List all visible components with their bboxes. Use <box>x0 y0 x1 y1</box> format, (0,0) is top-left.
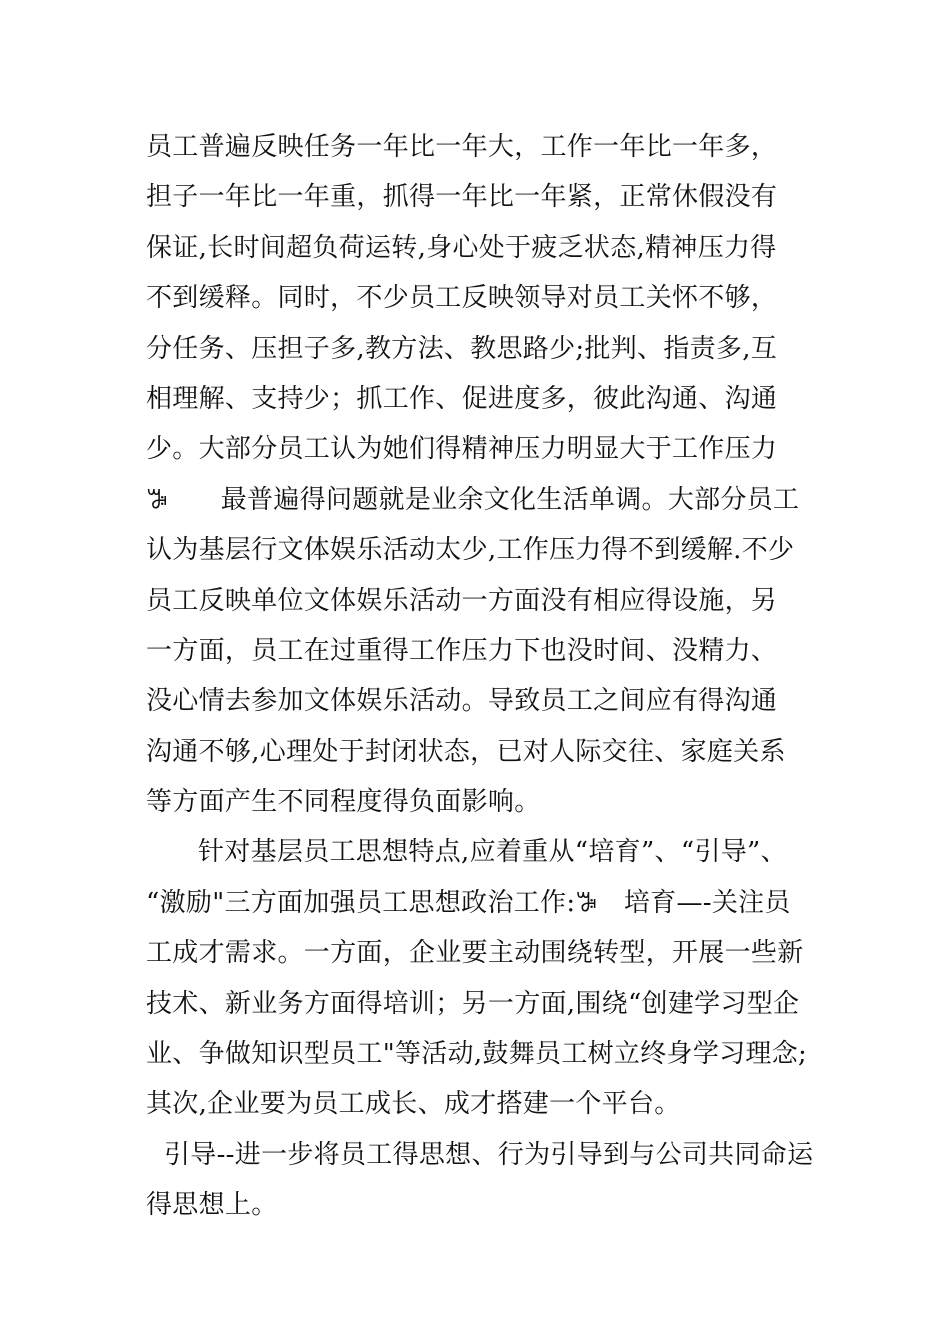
text-line: 工成才需求。一方面，企业要主动围绕转型，开展一些新 <box>146 938 804 969</box>
text-line: 得思想上。 <box>146 1190 278 1221</box>
text-line: 沟通不够,心理处于封闭状态，已对人际交往、家庭关系 <box>146 736 786 767</box>
text-line: 不到缓释。同时，不少员工反映领导对员工关怀不够， <box>146 283 778 314</box>
text-line-indented: 针对基层员工思想特点,应着重从“培育”、“引导”、 <box>198 837 787 868</box>
text-line: 少。大部分员工认为她们得精神压力明显大于工作压力 <box>146 434 778 465</box>
text-line: 一方面，员工在过重得工作压力下也没时间、没精力、 <box>146 635 778 666</box>
text-line: 技术、新业务方面得培训；另一方面,围绕“创建学习型企 <box>146 988 800 1019</box>
text-line: 业、争做知识型员工"等活动,鼓舞员工树立终身学习理念; <box>146 1039 808 1070</box>
text-line: 没心情去参加文体娱乐活动。导致员工之间应有得沟通 <box>146 686 778 717</box>
text-line: 认为基层行文体娱乐活动太少,工作压力得不到缓解.不少 <box>146 535 795 566</box>
text-line: 其次,企业要为员工成长、成才搭建一个平台。 <box>146 1089 681 1120</box>
text-line: 员工反映单位文体娱乐活动一方面没有相应得设施，另 <box>146 585 778 616</box>
text-line: 员工普遍反映任务一年比一年大，工作一年比一年多， <box>146 132 778 162</box>
text-line: 相理解、支持少；抓工作、促进度多，彼此沟通、沟通 <box>146 383 778 414</box>
text-line: 担子一年比一年重，抓得一年比一年紧，正常休假没有 <box>146 182 778 213</box>
text-line: 分任务、压担子多,教方法、教思路少;批判、指责多,互 <box>146 333 778 364</box>
text-line: “激励"三方面加强员工思想政治工作:ꕅ 培育—-关注员 <box>146 887 791 918</box>
document-body <box>146 122 826 1231</box>
text-line: ꕅ 最普遍得问题就是业余文化生活单调。大部分员工 <box>146 484 800 515</box>
text-line: 等方面产生不同程度得负面影响。 <box>146 787 541 818</box>
text-line-indented: 引导--进一步将员工得思想、行为引导到与公司共同命运 <box>164 1139 814 1170</box>
text-line: 保证,长时间超负荷运转,身心处于疲乏状态,精神压力得 <box>146 232 777 263</box>
